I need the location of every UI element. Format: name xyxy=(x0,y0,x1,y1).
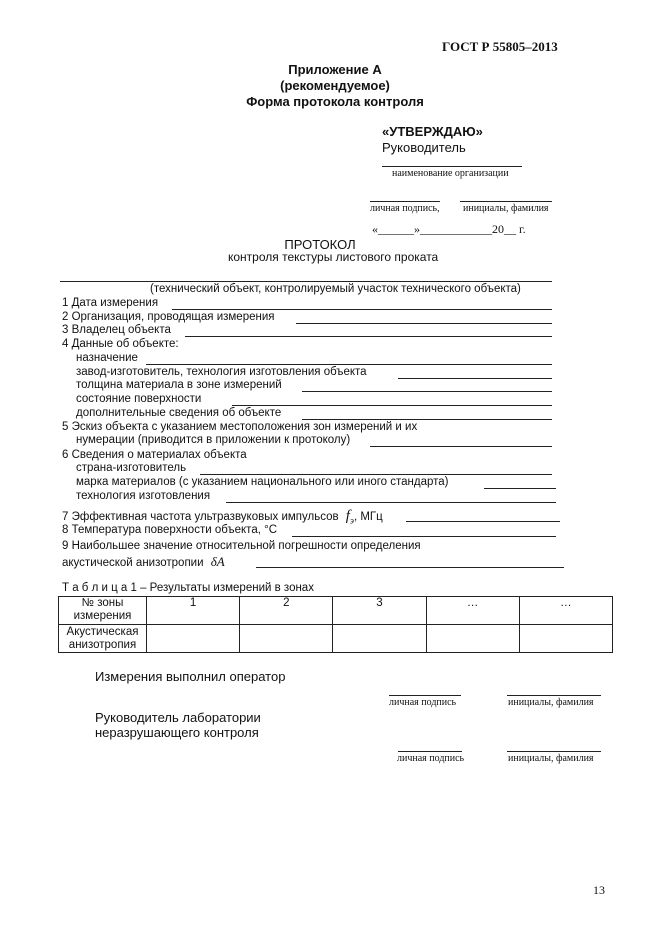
operator-signature-caption: личная подпись xyxy=(389,697,457,708)
table-header-row xyxy=(59,597,613,625)
item-5-line xyxy=(370,446,552,447)
object-caption: (технический объект, контролируемый участок технического объекта) xyxy=(150,283,521,295)
table-caption: Т а б л и ц а 1 – Результаты измерений в зонах xyxy=(62,582,314,594)
protocol-subtitle: контроля текстуры листового проката xyxy=(228,250,439,264)
zone-column: … xyxy=(519,597,612,625)
item-2-line xyxy=(296,323,552,324)
form-title: Форма протокола контроля xyxy=(246,94,424,109)
approver-name-line xyxy=(460,201,552,202)
table-cell xyxy=(426,625,519,653)
approve-label: «УТВЕРЖДАЮ» xyxy=(382,124,483,139)
item-error: 9 Наибольшее значение относительной погрешности определения xyxy=(62,540,421,552)
frequency-subscript: э xyxy=(349,515,354,526)
approver-signature-line xyxy=(370,201,440,202)
item-object-data: 4 Данные об объекте: xyxy=(62,338,179,350)
frequency-symbol: f xyxy=(345,508,350,524)
zone-column: 3 xyxy=(333,597,426,625)
anisotropy-symbol: δA xyxy=(210,554,225,569)
item-additional-info: дополнительные сведения об объекте xyxy=(76,407,282,419)
item-thickness: толщина материала в зоне измерений xyxy=(76,379,282,391)
item-frequency xyxy=(62,508,383,525)
item-owner: 3 Владелец объекта xyxy=(62,324,171,336)
zone-column: 1 xyxy=(147,597,240,625)
anisotropy-row-label: Акустическая анизотропия xyxy=(59,625,147,653)
item-9-line xyxy=(256,567,564,568)
item-7-line xyxy=(406,521,560,522)
lab-head-label: Руководитель лаборатории xyxy=(95,710,261,725)
lab-head-name-line xyxy=(507,751,601,752)
lab-head-name-caption: инициалы, фамилия xyxy=(508,753,594,764)
item-frequency-label: 7 Эффективная частота ультразвуковых импульсов xyxy=(62,511,339,523)
lab-head-signature-caption: личная подпись xyxy=(397,753,465,764)
object-line xyxy=(60,281,552,282)
item-sketch-numbering: нумерации (приводится в приложении к протоколу) xyxy=(76,434,351,446)
item-1-line xyxy=(172,309,552,310)
approver-name-caption: инициалы, фамилия xyxy=(463,203,549,214)
operator-label: Измерения выполнил оператор xyxy=(95,669,286,684)
appendix-status: (рекомендуемое) xyxy=(280,78,390,93)
item-3-line xyxy=(185,336,552,337)
lab-head-label-2: неразрушающего контроля xyxy=(95,725,259,740)
standard-number: ГОСТ Р 55805–2013 xyxy=(442,39,558,54)
operator-signature-line xyxy=(389,695,461,696)
zone-column: 2 xyxy=(240,597,333,625)
item-measurement-date: 1 Дата измерения xyxy=(62,297,159,309)
table-cell xyxy=(147,625,240,653)
protocol-title: ПРОТОКОЛ xyxy=(284,237,356,252)
table-cell xyxy=(240,625,333,653)
operator-name-line xyxy=(507,695,601,696)
item-6b-line xyxy=(484,488,556,489)
page-number: 13 xyxy=(593,883,605,897)
item-purpose: назначение xyxy=(76,352,138,364)
approver-signature-caption: личная подпись, xyxy=(370,203,440,214)
table-cell xyxy=(519,625,612,653)
item-6c-line xyxy=(226,502,556,503)
zone-header: № зоны измерения xyxy=(59,597,147,625)
item-4b-line xyxy=(398,378,552,379)
item-organization: 2 Организация, проводящая измерения xyxy=(62,311,275,323)
lab-head-signature-line xyxy=(398,751,462,752)
item-temperature: 8 Температура поверхности объекта, °С xyxy=(62,524,278,536)
item-4e-line xyxy=(302,419,552,420)
item-manufacturer: завод-изготовитель, технология изготовления объекта xyxy=(76,366,367,378)
item-8-line xyxy=(292,536,556,537)
item-6a-line xyxy=(200,474,552,475)
item-material-grade: марка материалов (с указанием национального или иного стандарта) xyxy=(76,476,449,488)
item-4a-line xyxy=(146,364,552,365)
table-row xyxy=(59,625,613,653)
frequency-unit: , МГц xyxy=(353,511,383,523)
item-manufacturing-technology: технология изготовления xyxy=(76,490,211,502)
item-anisotropy xyxy=(62,554,225,570)
zone-column: … xyxy=(426,597,519,625)
item-sketch: 5 Эскиз объекта с указанием местоположения зон измерений и их xyxy=(62,421,418,433)
item-materials: 6 Сведения о материалах объекта xyxy=(62,449,247,461)
results-table xyxy=(58,596,613,653)
item-4c-line xyxy=(302,391,552,392)
appendix-title: Приложение А xyxy=(288,62,382,77)
organization-caption: наименование организации xyxy=(392,168,509,179)
item-4d-line xyxy=(232,405,552,406)
organization-line xyxy=(382,166,522,167)
approval-date: «______»____________20__ г. xyxy=(372,222,526,236)
item-country: страна-изготовитель xyxy=(76,462,187,474)
head-label: Руководитель xyxy=(382,140,466,155)
table-cell xyxy=(333,625,426,653)
item-anisotropy-label: акустической анизотропии xyxy=(62,557,204,569)
operator-name-caption: инициалы, фамилия xyxy=(508,697,594,708)
item-surface: состояние поверхности xyxy=(76,393,202,405)
